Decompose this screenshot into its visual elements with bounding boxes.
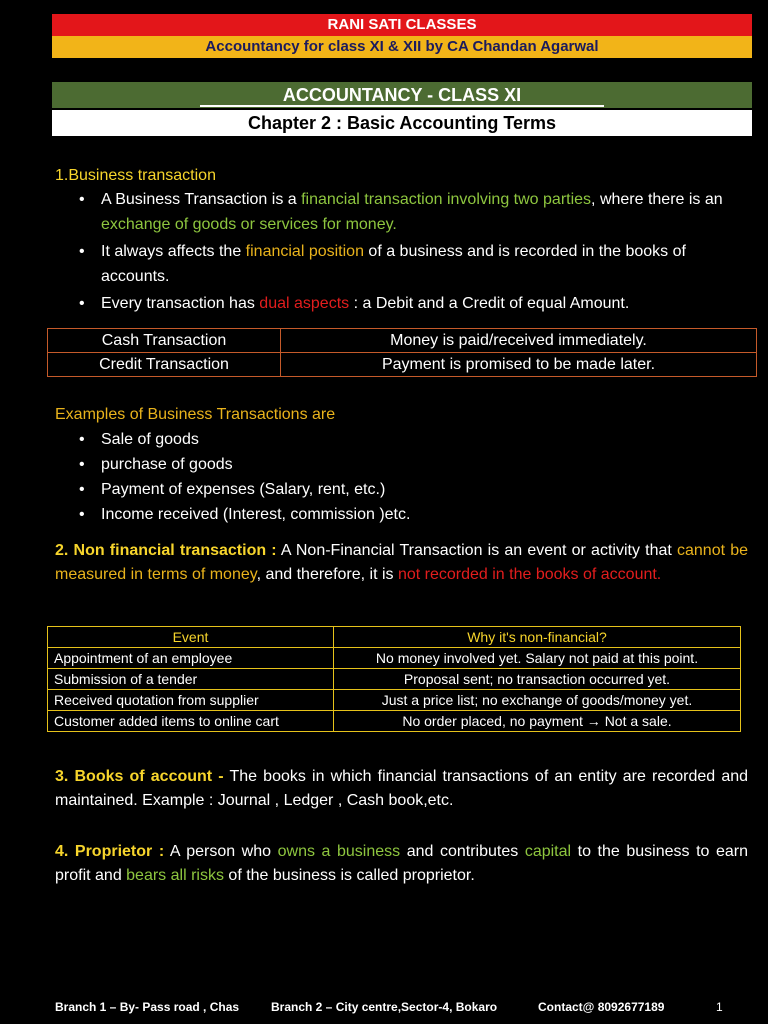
text: Every transaction has: [101, 295, 260, 312]
highlight-text: capital: [524, 843, 572, 860]
section-4-paragraph: [55, 840, 748, 888]
table-row: [48, 329, 757, 353]
title-underline: [200, 105, 604, 107]
column-header: Event: [48, 627, 334, 648]
list-item: • Payment of expenses (Salary, rent, etc.): [53, 477, 753, 502]
text: , and therefore, it is: [256, 566, 398, 583]
section-1-heading: 1.Business transaction: [55, 167, 216, 184]
text: : a Debit and a Credit of equal Amount.: [349, 295, 630, 312]
column-header: Why it's non-financial?: [334, 627, 741, 648]
highlight-text: cannot be measured in terms of money: [55, 542, 749, 583]
chapter-title: Chapter 2 : Basic Accounting Terms: [52, 110, 752, 136]
text: A Non-Financial Transaction is an event or activity that: [276, 542, 677, 559]
section-2-paragraph: [55, 539, 748, 587]
table-row: [48, 669, 741, 690]
text: , where there is an: [591, 191, 723, 208]
table-cell: No order placed, no payment → Not a sale.: [334, 711, 741, 732]
table-cell: Proposal sent; no transaction occurred yet.: [334, 669, 741, 690]
list-item: [53, 239, 753, 289]
table-cell: Just a price list; no exchange of goods/money yet.: [334, 690, 741, 711]
table-cell: Cash Transaction: [48, 329, 281, 353]
table-cell: Payment is promised to be made later.: [281, 353, 757, 377]
non-financial-table: [47, 626, 741, 732]
section-3-paragraph: [55, 765, 748, 813]
list-item: [53, 187, 753, 237]
table-cell: Received quotation from supplier: [48, 690, 334, 711]
text: of the business is called proprietor.: [223, 867, 475, 884]
examples-heading: Examples of Business Transactions are: [55, 406, 336, 423]
highlight-text: financial position: [245, 243, 364, 260]
class-title: ACCOUNTANCY - CLASS XI: [282, 85, 522, 105]
text: The books in which financial transactions of an entity are recorded and maintained. Example : Journal , Ledger , Cash book,etc.: [55, 768, 749, 809]
text: A person who: [164, 843, 278, 860]
footer-branch-2: Branch 2 – City centre,Sector-4, Bokaro: [271, 1000, 498, 1014]
text: to the business to earn profit and: [55, 843, 749, 884]
footer-contact: Contact@ 8092677189: [538, 1000, 665, 1014]
list-item: • purchase of goods: [53, 452, 753, 477]
table-cell: Customer added items to online cart: [48, 711, 334, 732]
examples-list: [53, 427, 753, 527]
table-row: [48, 353, 757, 377]
page-number: 1: [716, 1000, 723, 1014]
transaction-types-table: [47, 328, 757, 377]
text: A Business Transaction is a: [101, 191, 302, 208]
highlight-text: not recorded in the books of account.: [397, 566, 662, 583]
table-header-row: [48, 627, 741, 648]
table-cell: Appointment of an employee: [48, 648, 334, 669]
section-3-heading: 3. Books of account -: [55, 768, 224, 785]
table-cell: No money involved yet. Salary not paid at this point.: [334, 648, 741, 669]
text: of a business and is recorded in the books of accounts.: [101, 243, 686, 285]
section-2-heading: 2. Non financial transaction :: [55, 542, 277, 559]
text: and contributes: [400, 843, 525, 860]
table-cell: Credit Transaction: [48, 353, 281, 377]
section-4-heading: 4. Proprietor :: [55, 843, 165, 860]
subtitle-banner: Accountancy for class XI & XII by CA Chandan Agarwal: [52, 36, 752, 58]
footer-branch-1: Branch 1 – By- Pass road , Chas: [55, 1000, 240, 1014]
list-item: [53, 291, 753, 316]
table-row: [48, 690, 741, 711]
class-title-banner: [52, 82, 752, 108]
list-item: • Sale of goods: [53, 427, 753, 452]
school-banner: RANI SATI CLASSES: [52, 14, 752, 36]
highlight-text: financial transaction involving two parties: [301, 191, 592, 208]
section-1-bullets: [53, 187, 753, 316]
highlight-text: owns a business: [277, 843, 401, 860]
table-row: [48, 711, 741, 732]
highlight-text: bears all risks: [126, 867, 224, 884]
highlight-text: exchange of goods or services for money.: [101, 216, 397, 233]
highlight-text: dual aspects: [259, 295, 350, 312]
table-cell: Submission of a tender: [48, 669, 334, 690]
text: It always affects the: [101, 243, 246, 260]
table-cell: Money is paid/received immediately.: [281, 329, 757, 353]
list-item: • Income received (Interest, commission )etc.: [53, 502, 753, 527]
table-row: [48, 648, 741, 669]
